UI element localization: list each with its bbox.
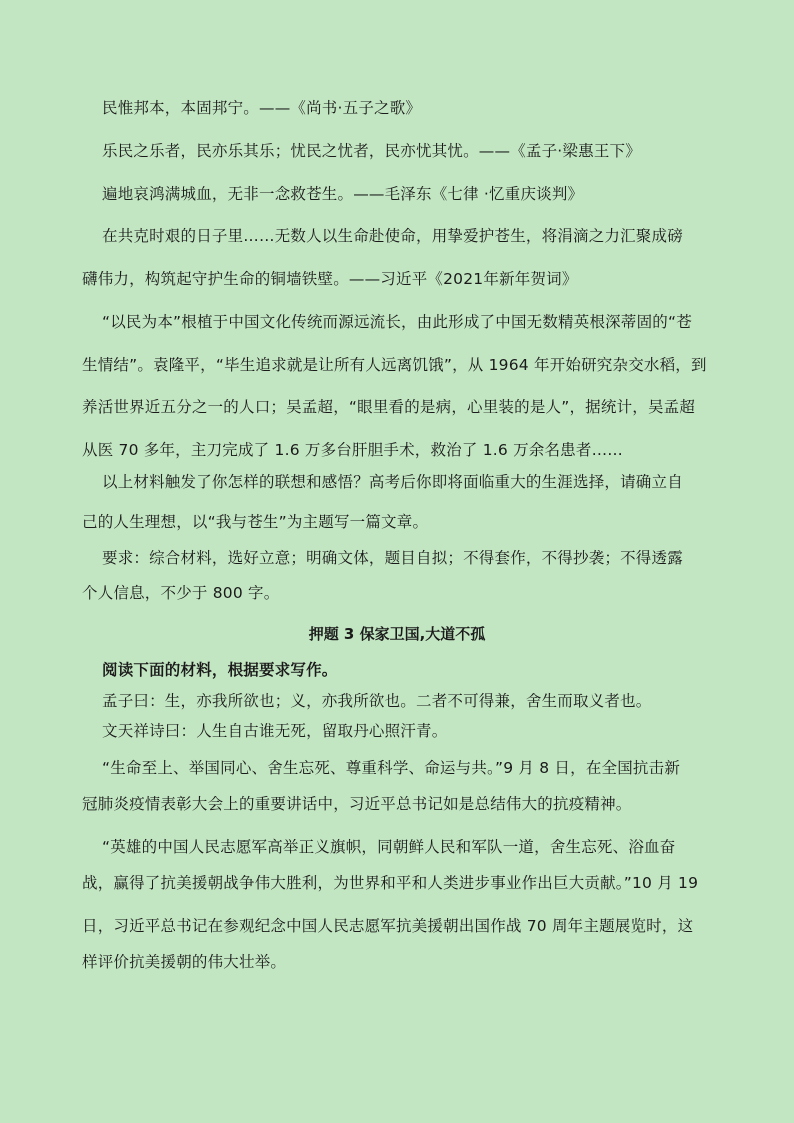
instruction-line: 阅读下面的材料，根据要求写作。	[102, 661, 338, 679]
requirements-line: 个人信息，不少于 800 字。	[82, 584, 280, 602]
paragraph-line: 日，习近平总书记在参观纪念中国人民志愿军抗美援朝出国作战 70 周年主题展览时，这	[82, 917, 694, 935]
section-title: 押题 3 保家卫国,大道不孤	[308, 625, 486, 643]
paragraph-line: 战，赢得了抗美援朝战争伟大胜利，为世界和平和人类进步事业作出巨大贡献。”10 月 19	[82, 874, 699, 892]
paragraph-line: “以民为本”根植于中国文化传统而源远流长，由此形成了中国无数精英根深蒂固的“苍	[102, 313, 692, 331]
paragraph-line: 在共克时艰的日子里……无数人以生命赴使命，用挚爱护苍生，将涓滴之力汇聚成磅	[102, 227, 683, 245]
paragraph-line: 从医 70 多年，主刀完成了 1.6 万多台肝胆手术，救治了 1.6 万余名患者……	[82, 441, 623, 459]
paragraph-line: 礴伟力，构筑起守护生命的铜墙铁壁。——习近平《2021年新年贺词》	[82, 270, 578, 288]
quote-maozedong: 遍地哀鸿满城血，无非一念救苍生。——毛泽东《七律 ·忆重庆谈判》	[102, 185, 584, 203]
paragraph-line: 养活世界近五分之一的人口；吴孟超，“眼里看的是病，心里装的是人”，据统计，吴孟超	[82, 398, 696, 416]
quote-shangshu: 民惟邦本，本固邦宁。——《尚书·五子之歌》	[102, 99, 422, 117]
paragraph-line: 己的人生理想，以“我与苍生”为主题写一篇文章。	[82, 513, 429, 531]
requirements-line: 要求：综合材料，选好立意；明确文体，题目自拟；不得套作，不得抄袭；不得透露	[102, 549, 683, 567]
paragraph-line: “英雄的中国人民志愿军高举正义旗帜，同朝鲜人民和军队一道，舍生忘死、浴血奋	[102, 838, 676, 856]
paragraph-line: 冠肺炎疫情表彰大会上的重要讲话中，习近平总书记如是总结伟大的抗疫精神。	[82, 795, 632, 813]
paragraph-line: 以上材料触发了你怎样的联想和感悟？高考后你即将面临重大的生涯选择，请确立自	[102, 473, 683, 491]
paragraph-line: 样评价抗美援朝的伟大壮举。	[82, 953, 287, 971]
paragraph-line: “生命至上、举国同心、舍生忘死、尊重科学、命运与共。”9 月 8 日，在全国抗击新	[102, 759, 681, 777]
paragraph-line: 生情结”。袁隆平，“毕生追求就是让所有人远离饥饿”，从 1964 年开始研究杂交水稻，到	[82, 356, 707, 374]
quote-mencius: 乐民之乐者，民亦乐其乐；忧民之忧者，民亦忧其忧。——《孟子·梁惠王下》	[102, 142, 641, 160]
quote-wentianxiang: 文天祥诗曰：人生自古谁无死，留取丹心照汗青。	[102, 722, 448, 740]
quote-mencius-2: 孟子曰：生，亦我所欲也；义，亦我所欲也。二者不可得兼，舍生而取义者也。	[102, 692, 652, 710]
